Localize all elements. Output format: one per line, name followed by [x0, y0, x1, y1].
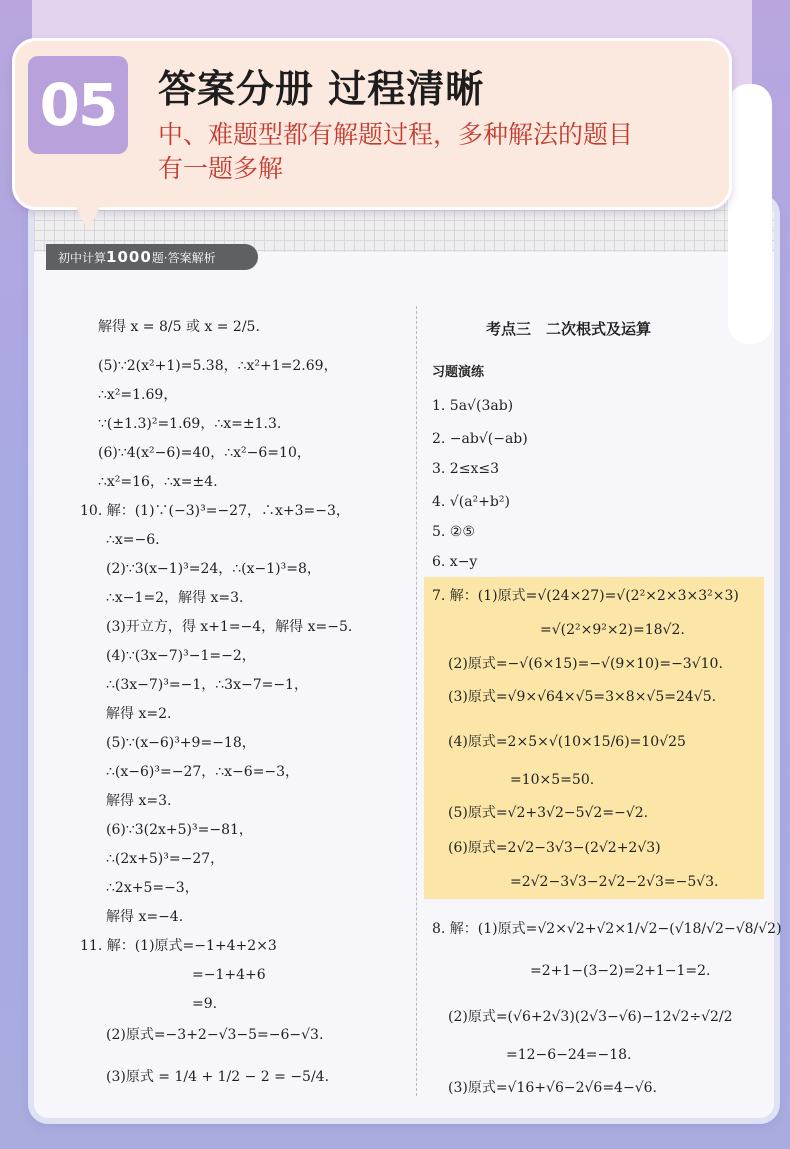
feature-title: 答案分册 过程清晰: [158, 67, 485, 111]
section-title: 考点三 二次根式及运算: [486, 320, 652, 338]
answer-line: =9.: [192, 996, 218, 1012]
answer-line: 10. 解：(1)∵(−3)³=−27，∴x+3=−3，: [80, 503, 350, 519]
answer-line: ∴x²=16，∴x=±4.: [98, 474, 218, 490]
answer-line: (2)原式=−√(6×15)=−√(9×10)=−3√10.: [448, 656, 723, 672]
answer-line: =12−6−24=−18.: [506, 1047, 632, 1063]
book-tag-count: 1000: [106, 248, 152, 266]
column-divider: [416, 306, 417, 1096]
answer-line: 解得 x=3.: [106, 793, 172, 809]
answer-line: =2+1−(3−2)=2+1−1=2.: [530, 963, 711, 979]
feature-subtitle: [158, 118, 718, 186]
answer-line: =2√2−3√3−2√2−2√3=−5√3.: [510, 874, 719, 890]
answer-line: 解得 x=−4.: [106, 909, 184, 925]
answer-line: (6)∵4(x²−6)=40，∴x²−6=10，: [98, 445, 311, 461]
answer-line: (2)∵3(x−1)³=24，∴(x−1)³=8，: [106, 561, 321, 577]
answer-line: ∵(±1.3)²=1.69，∴x=±1.3.: [98, 416, 282, 432]
answer-line: =10×5=50.: [510, 772, 595, 788]
answer-line: ∴(3x−7)³=−1，∴3x−7=−1，: [106, 677, 308, 693]
answer-line: (3)原式=√16+√6−2√6=4−√6.: [448, 1080, 657, 1096]
answer-line: ∴(2x+5)³=−27，: [106, 851, 225, 867]
answer-line: ∴2x+5=−3，: [106, 880, 199, 896]
answer-line: ∴x=−6.: [106, 532, 160, 548]
feature-subtitle-line: 中、难题型都有解题过程，多种解法的题目: [158, 120, 634, 149]
answer-line: 2. −ab√(−ab): [432, 431, 528, 447]
answer-line: (4)∵(3x−7)³−1=−2，: [106, 648, 256, 664]
answer-line: (5)原式=√2+3√2−5√2=−√2.: [448, 805, 649, 821]
practice-heading: 习题演练: [432, 365, 485, 380]
answer-line: 6. x−y: [432, 554, 478, 570]
answer-line: (4)原式=2×5×√(10×15/6)=10√25: [448, 734, 686, 750]
answer-line: (5)∵(x−6)³+9=−18，: [106, 735, 256, 751]
answer-line: ∴(x−6)³=−27，∴x−6=−3，: [106, 764, 300, 780]
book-tag-prefix: 初中计算: [58, 251, 107, 265]
answer-line: 7. 解：(1)原式=√(24×27)=√(2²×2×3×3²×3): [432, 588, 739, 604]
book-tag-suffix: 题·答案解析: [151, 251, 216, 265]
answer-line: =−1+4+6: [192, 967, 266, 983]
feature-subtitle-line: 有一题多解: [158, 154, 284, 183]
answer-line: 解得 x=2.: [106, 706, 172, 722]
answer-line: (2)原式=−3+2−√3−5=−6−√3.: [106, 1027, 324, 1043]
page-edge: [728, 84, 772, 344]
answer-line: 11. 解：(1)原式=−1+4+2×3: [80, 938, 277, 954]
answer-line: 解得 x = 8/5 或 x = 2/5.: [98, 319, 260, 335]
answer-line: (3)原式=√9×√64×√5=3×8×√5=24√5.: [448, 689, 717, 705]
feature-number-badge: 05: [28, 56, 128, 154]
answer-line: =√(2²×9²×2)=18√2.: [540, 622, 685, 638]
callout-tail: [70, 196, 106, 230]
answer-line: (2)原式=(√6+2√3)(2√3−√6)−12√2÷√2/2: [448, 1009, 733, 1025]
answer-line: 4. √(a²+b²): [432, 494, 510, 510]
answer-line: (6)原式=2√2−3√3−(2√2+2√3): [448, 840, 661, 856]
answer-line: ∴x−1=2，解得 x=3.: [106, 590, 244, 606]
book-tag: [46, 244, 258, 270]
answer-line: 3. 2≤x≤3: [432, 461, 499, 477]
answer-line: 8. 解：(1)原式=√2×√2+√2×1/√2−(√18/√2−√8/√2): [432, 921, 782, 937]
answer-line: (5)∵2(x²+1)=5.38，∴x²+1=2.69，: [98, 358, 338, 374]
answer-line: (6)∵3(2x+5)³=−81，: [106, 822, 253, 838]
answer-line: 1. 5a√(3ab): [432, 398, 514, 414]
answer-line: (3)开立方，得 x+1=−4，解得 x=−5.: [106, 619, 353, 635]
answer-line: 5. ②⑤: [432, 524, 475, 540]
answer-line: ∴x²=1.69，: [98, 387, 178, 403]
answer-line: (3)原式 = 1/4 + 1/2 − 2 = −5/4.: [106, 1069, 330, 1085]
